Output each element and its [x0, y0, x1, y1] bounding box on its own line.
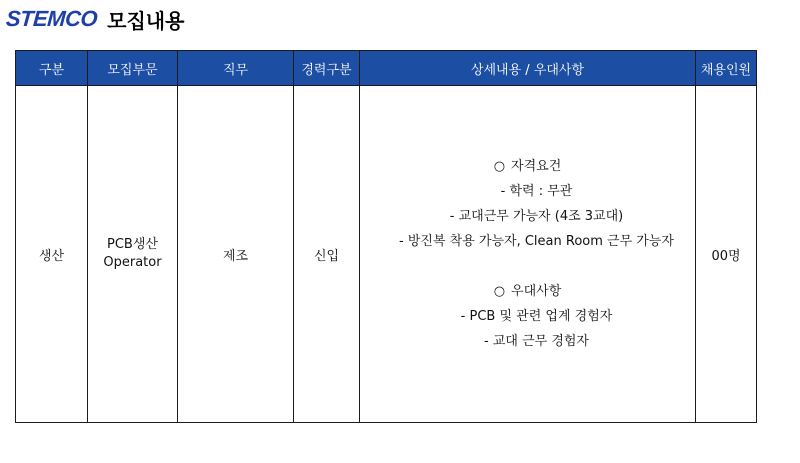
column-header-job: 직무 — [178, 51, 294, 86]
section-spacer — [360, 254, 695, 279]
department-line-2: Operator — [103, 255, 162, 270]
column-header-headcount: 채용인원 — [696, 51, 757, 86]
column-header-career: 경력구분 — [294, 51, 360, 86]
stemco-logo: STEMCO — [5, 6, 99, 31]
department-line-1: PCB생산 — [107, 237, 158, 252]
page-header — [6, 4, 184, 34]
qualification-item: - 교대근무 가능자 (4조 3교대) — [449, 209, 624, 224]
preference-title: 우대사항 — [511, 284, 562, 299]
column-header-details: 상세내용 / 우대사항 — [360, 51, 696, 86]
circle-bullet-icon: ○ — [493, 159, 506, 174]
column-header-category: 구분 — [16, 51, 88, 86]
cell-details — [360, 86, 696, 423]
cell-department — [88, 86, 178, 423]
preference-item: - PCB 및 관련 업계 경험자 — [460, 309, 613, 324]
recruitment-table — [15, 50, 757, 423]
circle-bullet-icon: ○ — [493, 284, 506, 299]
qualification-item: - 학력 : 무관 — [500, 184, 573, 199]
cell-career: 신입 — [294, 86, 360, 423]
cell-category: 생산 — [16, 86, 88, 423]
page-title: 모집내용 — [107, 8, 185, 33]
cell-headcount: 00명 — [696, 86, 757, 423]
qualification-item: - 방진복 착용 가능자, Clean Room 근무 가능자 — [399, 234, 674, 249]
qualification-title: 자격요건 — [511, 159, 562, 174]
cell-job: 제조 — [178, 86, 294, 423]
preference-heading — [360, 279, 695, 304]
qualification-heading — [360, 154, 695, 179]
preference-item: - 교대 근무 경험자 — [484, 334, 589, 349]
table-header-row — [16, 51, 757, 86]
table-row — [16, 86, 757, 423]
column-header-department: 모집부문 — [88, 51, 178, 86]
